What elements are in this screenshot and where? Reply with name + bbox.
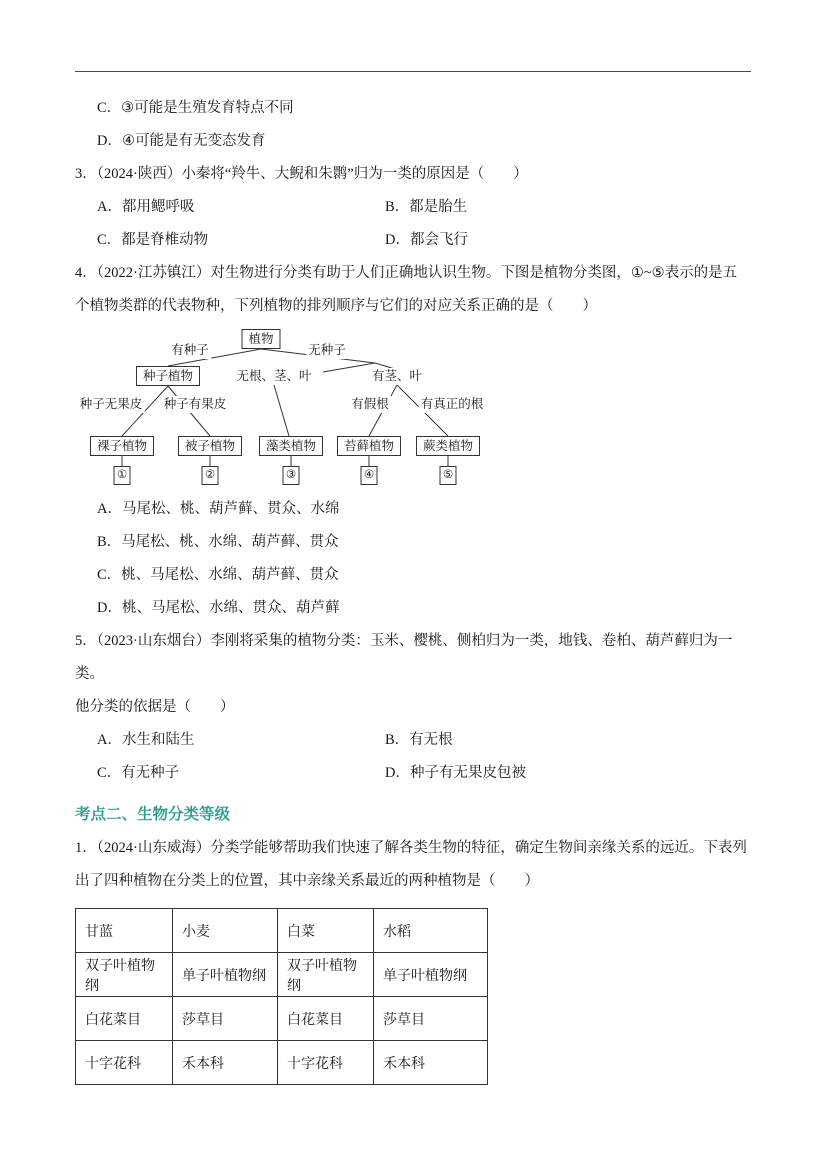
number-box-5: ⑤ — [440, 466, 457, 485]
table-cell: 十字花科 — [278, 1041, 374, 1085]
option-d: D．都会飞行 — [385, 232, 468, 248]
node-mosses: 苔藓植物 — [337, 436, 401, 456]
number-box-4: ④ — [361, 466, 378, 485]
number-box-2: ② — [202, 466, 219, 485]
label-has-seed: 有种子 — [171, 343, 209, 357]
node-plants: 植物 — [241, 329, 280, 349]
question-5-stem-line1: 5．（2023·山东烟台）李刚将采集的植物分类：玉米、樱桃、侧柏归为一类，地钱、卷柏、葫芦藓归为一类。 — [75, 633, 733, 682]
question-4-stem-line1: 4．（2022·江苏镇江）对生物进行分类有助于人们正确地认识生物。下图是植物分类图，①~⑤表示的是五 — [75, 265, 738, 281]
table-cell: 莎草目 — [374, 997, 488, 1041]
q4-option-d: D．桃、马尾松、水绵、贯众、葫芦藓 — [97, 600, 340, 616]
plant-classification-diagram — [75, 327, 751, 491]
plant-taxonomy-table — [75, 908, 488, 1085]
node-gymnosperms: 裸子植物 — [90, 436, 154, 456]
table-cell: 白花菜目 — [76, 997, 173, 1041]
question-3-options-row2 — [75, 224, 751, 257]
option-a: A．都用鳃呼吸 — [97, 199, 195, 215]
table-row — [76, 1041, 488, 1085]
label-has-stem-leaf: 有茎、叶 — [371, 369, 423, 383]
q5-option-c: C．有无种子 — [97, 765, 180, 781]
label-no-root-stem-leaf: 无根、茎、叶 — [236, 369, 312, 383]
question-5-options-row2 — [75, 757, 751, 790]
q5-option-b: B．有无根 — [385, 732, 453, 748]
node-angiosperms: 被子植物 — [178, 436, 242, 456]
table-cell: 单子叶植物纲 — [374, 953, 488, 997]
question-5-stem-line2: 他分类的依据是（ ） — [75, 699, 235, 715]
question-4-stem-line2: 个植物类群的代表物种，下列植物的排列顺序与它们的对应关系正确的是（ ） — [75, 298, 597, 314]
node-seed-plants: 种子植物 — [136, 366, 200, 386]
label-seed-peel: 种子有果皮 — [163, 397, 227, 411]
q4-option-b: B．马尾松、桃、水绵、葫芦藓、贯众 — [97, 534, 339, 550]
table-cell: 小麦 — [173, 909, 278, 953]
option-c-carryover: C．③可能是生殖发育特点不同 — [97, 100, 294, 116]
table-row — [76, 997, 488, 1041]
q5-option-a: A．水生和陆生 — [97, 732, 195, 748]
s2-question-1-stem-line2: 出了四种植物在分类上的位置，其中亲缘关系最近的两种植物是（ ） — [75, 873, 539, 889]
number-box-1: ① — [114, 466, 131, 485]
table-cell: 十字花科 — [76, 1041, 173, 1085]
table-cell: 甘蓝 — [76, 909, 173, 953]
table-cell: 白菜 — [278, 909, 374, 953]
option-c: C．都是脊椎动物 — [97, 232, 209, 248]
table-cell: 双子叶植物纲 — [76, 953, 173, 997]
number-box-3: ③ — [283, 466, 300, 485]
table-cell: 水稻 — [374, 909, 488, 953]
label-fake-root: 有假根 — [351, 397, 389, 411]
s2-question-1-stem-line1: 1．（2024·山东威海）分类学能够帮助我们快速了解各类生物的特征，确定生物间亲缘关系的远近。下表列 — [75, 840, 747, 856]
table-cell: 禾本科 — [173, 1041, 278, 1085]
table-cell: 单子叶植物纲 — [173, 953, 278, 997]
label-true-root: 有真正的根 — [420, 397, 484, 411]
node-ferns: 蕨类植物 — [416, 436, 480, 456]
question-3-stem: 3．（2024·陕西）小秦将“羚牛、大鲵和朱鹮”归为一类的原因是（ ） — [75, 166, 528, 182]
option-b: B．都是胎生 — [385, 199, 468, 215]
q4-option-c: C．桃、马尾松、水绵、葫芦藓、贯众 — [97, 567, 339, 583]
table-row — [76, 953, 488, 997]
table-cell: 莎草目 — [173, 997, 278, 1041]
table-cell: 禾本科 — [374, 1041, 488, 1085]
table-row — [76, 909, 488, 953]
label-seed-no-peel: 种子无果皮 — [79, 397, 143, 411]
question-3-options-row1 — [75, 191, 751, 224]
node-algae: 藻类植物 — [259, 436, 323, 456]
q4-option-a: A．马尾松、桃、葫芦藓、贯众、水绵 — [97, 501, 340, 517]
question-5-options-row1 — [75, 724, 751, 757]
page-content — [0, 72, 827, 1085]
table-cell: 白花菜目 — [278, 997, 374, 1041]
option-d-carryover: D．④可能是有无变态发育 — [97, 133, 266, 149]
section-2-heading: 考点二、生物分类等级 — [75, 806, 231, 823]
q5-option-d: D．种子有无果皮包被 — [385, 765, 526, 781]
table-cell: 双子叶植物纲 — [278, 953, 374, 997]
label-no-seed: 无种子 — [308, 343, 346, 357]
